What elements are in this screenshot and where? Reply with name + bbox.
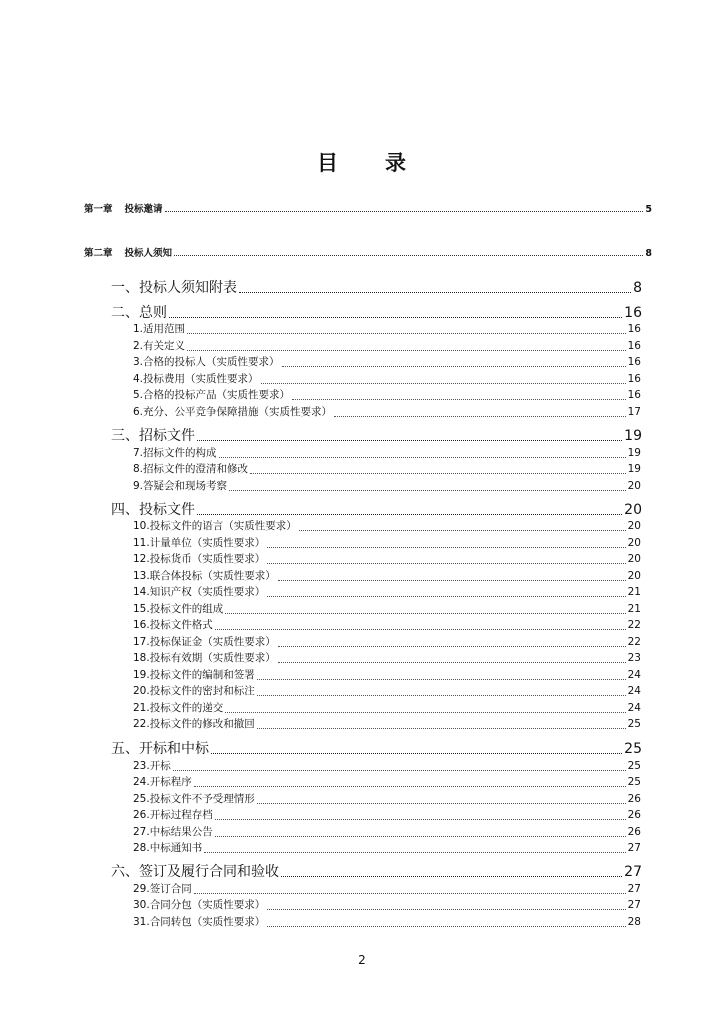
page-title [0, 147, 724, 177]
page-ref: 5 [645, 204, 652, 215]
toc-item[interactable] [133, 700, 641, 715]
item-label: 16.投标文件格式 [133, 619, 213, 631]
dot-leader [239, 292, 631, 293]
page-ref: 16 [627, 340, 641, 352]
page-ref: 25 [624, 741, 642, 757]
dot-leader [225, 712, 625, 713]
chapter-number: 第二章 [84, 248, 113, 259]
dot-leader [211, 753, 622, 754]
page-ref: 26 [627, 809, 641, 821]
page-ref: 25 [627, 718, 641, 730]
item-label: 7.招标文件的构成 [133, 447, 217, 459]
page-ref: 20 [624, 502, 642, 518]
chapter-label: 投标人须知 [124, 248, 173, 259]
dot-leader [257, 679, 626, 680]
item-label: 23.开标 [133, 760, 171, 772]
dot-leader [215, 819, 626, 820]
item-label: 22.投标文件的修改和撤回 [133, 718, 255, 730]
dot-leader [187, 333, 626, 334]
page-ref: 20 [627, 480, 641, 492]
page-ref: 22 [627, 619, 641, 631]
page-ref: 23 [627, 652, 641, 664]
title-char-1: 目 [317, 150, 339, 175]
toc-section-1[interactable] [111, 277, 642, 297]
toc-item[interactable] [133, 824, 641, 839]
item-label: 4.投标费用（实质性要求） [133, 373, 259, 385]
toc-item[interactable] [133, 634, 641, 649]
item-label: 17.投标保证金（实质性要求） [133, 636, 276, 648]
page-ref: 24 [627, 685, 641, 697]
section-label: 五、开标和中标 [111, 741, 209, 757]
item-label: 25.投标文件不予受理情形 [133, 793, 255, 805]
toc-item[interactable] [133, 404, 641, 419]
item-label: 14.知识产权（实质性要求） [133, 586, 266, 598]
dot-leader [187, 350, 626, 351]
toc-item[interactable] [133, 518, 641, 533]
page-ref: 16 [627, 373, 641, 385]
item-label: 30.合同分包（实质性要求） [133, 899, 266, 911]
page-ref: 8 [633, 280, 642, 296]
page-ref: 27 [627, 883, 641, 895]
dot-leader [267, 596, 625, 597]
item-label: 21.投标文件的递交 [133, 702, 224, 714]
item-label: 1.适用范围 [133, 323, 186, 335]
dot-leader [194, 786, 626, 787]
page-ref: 8 [645, 248, 652, 259]
item-label: 2.有关定义 [133, 340, 186, 352]
toc-item[interactable] [133, 897, 641, 912]
toc-item[interactable] [133, 321, 641, 336]
dot-leader [281, 876, 622, 877]
toc-item[interactable] [133, 758, 641, 773]
page-ref: 27 [627, 899, 641, 911]
toc-item[interactable] [133, 807, 641, 822]
page-ref: 19 [624, 428, 642, 444]
page-ref: 25 [627, 776, 641, 788]
page-ref: 27 [624, 864, 642, 880]
dot-leader [169, 317, 622, 318]
page-ref: 28 [627, 916, 641, 928]
page-ref: 16 [627, 389, 641, 401]
page-ref: 20 [627, 537, 641, 549]
item-label: 6.充分、公平竞争保障措施（实质性要求） [133, 406, 333, 418]
section-label: 三、招标文件 [111, 428, 195, 444]
dot-leader [165, 211, 644, 212]
dot-leader [334, 416, 626, 417]
item-label: 31.合同转包（实质性要求） [133, 916, 266, 928]
toc-item[interactable] [133, 445, 641, 460]
dot-leader [299, 530, 626, 531]
page-number: 2 [358, 953, 366, 967]
section-label: 一、投标人须知附表 [111, 280, 237, 296]
toc-item[interactable] [133, 791, 641, 806]
section-label: 二、总则 [111, 305, 167, 321]
dot-leader [292, 399, 626, 400]
item-label: 18.投标有效期（实质性要求） [133, 652, 276, 664]
toc-chapter-2[interactable] [84, 245, 652, 259]
page-ref: 19 [627, 463, 641, 475]
page-ref: 20 [627, 520, 641, 532]
toc-item[interactable] [133, 774, 641, 789]
toc-section-2[interactable] [111, 302, 642, 322]
dot-leader [197, 514, 622, 515]
item-label: 29.签订合同 [133, 883, 192, 895]
dot-leader [267, 547, 625, 548]
dot-leader [257, 728, 626, 729]
page-ref: 20 [627, 570, 641, 582]
toc-item[interactable] [133, 881, 641, 896]
toc-item[interactable] [133, 535, 641, 550]
toc-item[interactable] [133, 650, 641, 665]
dot-leader [219, 457, 626, 458]
page-ref: 16 [627, 323, 641, 335]
dot-leader [282, 366, 626, 367]
item-label: 10.投标文件的语言（实质性要求） [133, 520, 297, 532]
page-ref: 21 [627, 603, 641, 615]
dot-leader [215, 629, 626, 630]
dot-leader [278, 662, 626, 663]
page-ref: 20 [627, 553, 641, 565]
dot-leader [267, 926, 625, 927]
item-label: 26.开标过程存档 [133, 809, 213, 821]
dot-leader [174, 255, 643, 256]
toc-item[interactable] [133, 840, 641, 855]
section-label: 四、投标文件 [111, 502, 195, 518]
dot-leader [194, 893, 626, 894]
page-ref: 25 [627, 760, 641, 772]
dot-leader [173, 770, 626, 771]
toc-item[interactable] [133, 551, 641, 566]
page-ref: 21 [627, 586, 641, 598]
dot-leader [257, 695, 626, 696]
toc-section-3[interactable] [111, 425, 642, 445]
toc-section-6[interactable] [111, 861, 642, 881]
page-ref: 19 [627, 447, 641, 459]
dot-leader [267, 909, 625, 910]
item-label: 11.计量单位（实质性要求） [133, 537, 266, 549]
toc-item[interactable] [133, 371, 641, 386]
toc-item[interactable] [133, 683, 641, 698]
item-label: 12.投标货币（实质性要求） [133, 553, 266, 565]
item-label: 28.中标通知书 [133, 842, 203, 854]
toc-item[interactable] [133, 461, 641, 476]
toc-item[interactable] [133, 601, 641, 616]
item-label: 19.投标文件的编制和签署 [133, 669, 255, 681]
section-label: 六、签订及履行合同和验收 [111, 864, 279, 880]
toc-item[interactable] [133, 914, 641, 929]
dot-leader [229, 490, 626, 491]
item-label: 3.合格的投标人（实质性要求） [133, 356, 280, 368]
item-label: 20.投标文件的密封和标注 [133, 685, 255, 697]
chapter-number: 第一章 [84, 204, 113, 215]
dot-leader [204, 852, 625, 853]
item-label: 9.答疑会和现场考察 [133, 480, 228, 492]
page-ref: 27 [627, 842, 641, 854]
item-label: 13.联合体投标（实质性要求） [133, 570, 276, 582]
dot-leader [278, 646, 626, 647]
title-char-2: 录 [385, 150, 407, 175]
item-label: 5.合格的投标产品（实质性要求） [133, 389, 291, 401]
toc-item[interactable] [133, 667, 641, 682]
item-label: 27.中标结果公告 [133, 826, 213, 838]
toc-chapter-1[interactable] [84, 201, 652, 215]
toc-item[interactable] [133, 354, 641, 369]
page-ref: 26 [627, 826, 641, 838]
page-ref: 22 [627, 636, 641, 648]
dot-leader [215, 836, 626, 837]
chapter-label: 投标邀请 [124, 204, 163, 215]
dot-leader [250, 473, 626, 474]
toc-section-5[interactable] [111, 738, 642, 758]
toc-item[interactable] [133, 387, 641, 402]
dot-leader [261, 383, 626, 384]
toc-item[interactable] [133, 338, 641, 353]
dot-leader [225, 613, 625, 614]
dot-leader [278, 580, 626, 581]
page-ref: 26 [627, 793, 641, 805]
item-label: 8.招标文件的澄清和修改 [133, 463, 249, 475]
dot-leader [197, 440, 622, 441]
page-ref: 24 [627, 702, 641, 714]
dot-leader [267, 563, 625, 564]
toc-item[interactable] [133, 716, 641, 731]
page-ref: 16 [627, 356, 641, 368]
toc-item[interactable] [133, 584, 641, 599]
item-label: 24.开标程序 [133, 776, 192, 788]
toc-section-4[interactable] [111, 499, 642, 519]
toc-item[interactable] [133, 617, 641, 632]
page-ref: 17 [627, 406, 641, 418]
item-label: 15.投标文件的组成 [133, 603, 224, 615]
page-ref: 16 [624, 305, 642, 321]
toc-item[interactable] [133, 568, 641, 583]
page-ref: 24 [627, 669, 641, 681]
toc-item[interactable] [133, 478, 641, 493]
dot-leader [257, 803, 626, 804]
